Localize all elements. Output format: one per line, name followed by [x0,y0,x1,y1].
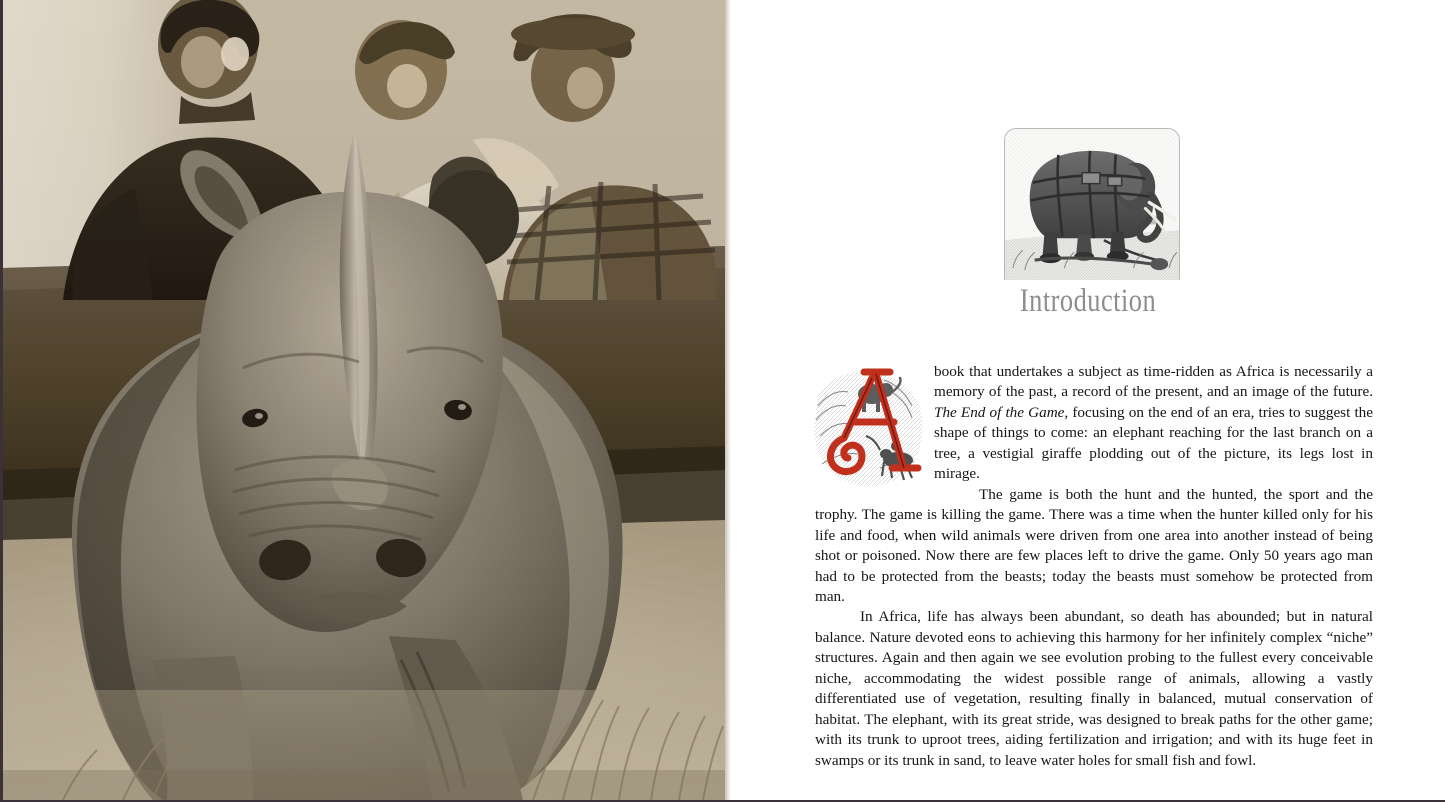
rhinoceros-photograph [3,0,725,800]
working-elephant-engraving [1004,128,1180,280]
dropcap-a [814,364,926,492]
paragraph-2: The game is both the hunt and the hunted, the sport and the trophy. The game is killing the game. There was a time when the hunter killed only for his life and food, when wild animals were driven from one area into another instead of being shot or poisoned. Now there are few places left to drive the game. Only 50 years ago man had to be protected from the beasts; today the beasts must somehow be protected from man. [815,485,1373,605]
introduction-body [815,362,1373,771]
paragraph-3: In Africa, life has always been abundant, so death has abounded; but in natural balance. Nature devoted eons to achieving this harmony for her infinitely complex “niche” structures. Again and then again we see evolution probing to the fullest every conceivable niche, accommodating the widest possible range of animals, allowing a vastly differentiated use of vegetation, resulting finally in balanced, mutual conservation of habitat. The elephant, with its great stride, was designed to break paths for the other game; with its trunk to uproot trees, aiding fertilization and irrigation; and with its huge feet in swamps or its trunk in sand, to leave water holes for small fish and fowl. [815,608,1373,769]
paragraph-1-rest: focusing on the end of an era, tries to suggest the shape of things to come: an elephant reaching for the last branch on a tree, a vestigial giraffe plodding out of the picture, its legs lost in mirage. [934,403,1373,483]
book-title-italic: The End of the Game, [934,403,1069,421]
introduction-page [731,0,1445,800]
page-title: Introduction [1019,283,1157,319]
paragraph-1-leadin: book that undertakes a subject as time-ridden as Africa is necessarily a memory of the past, a record of the present, and an image of the future. [934,363,1373,401]
